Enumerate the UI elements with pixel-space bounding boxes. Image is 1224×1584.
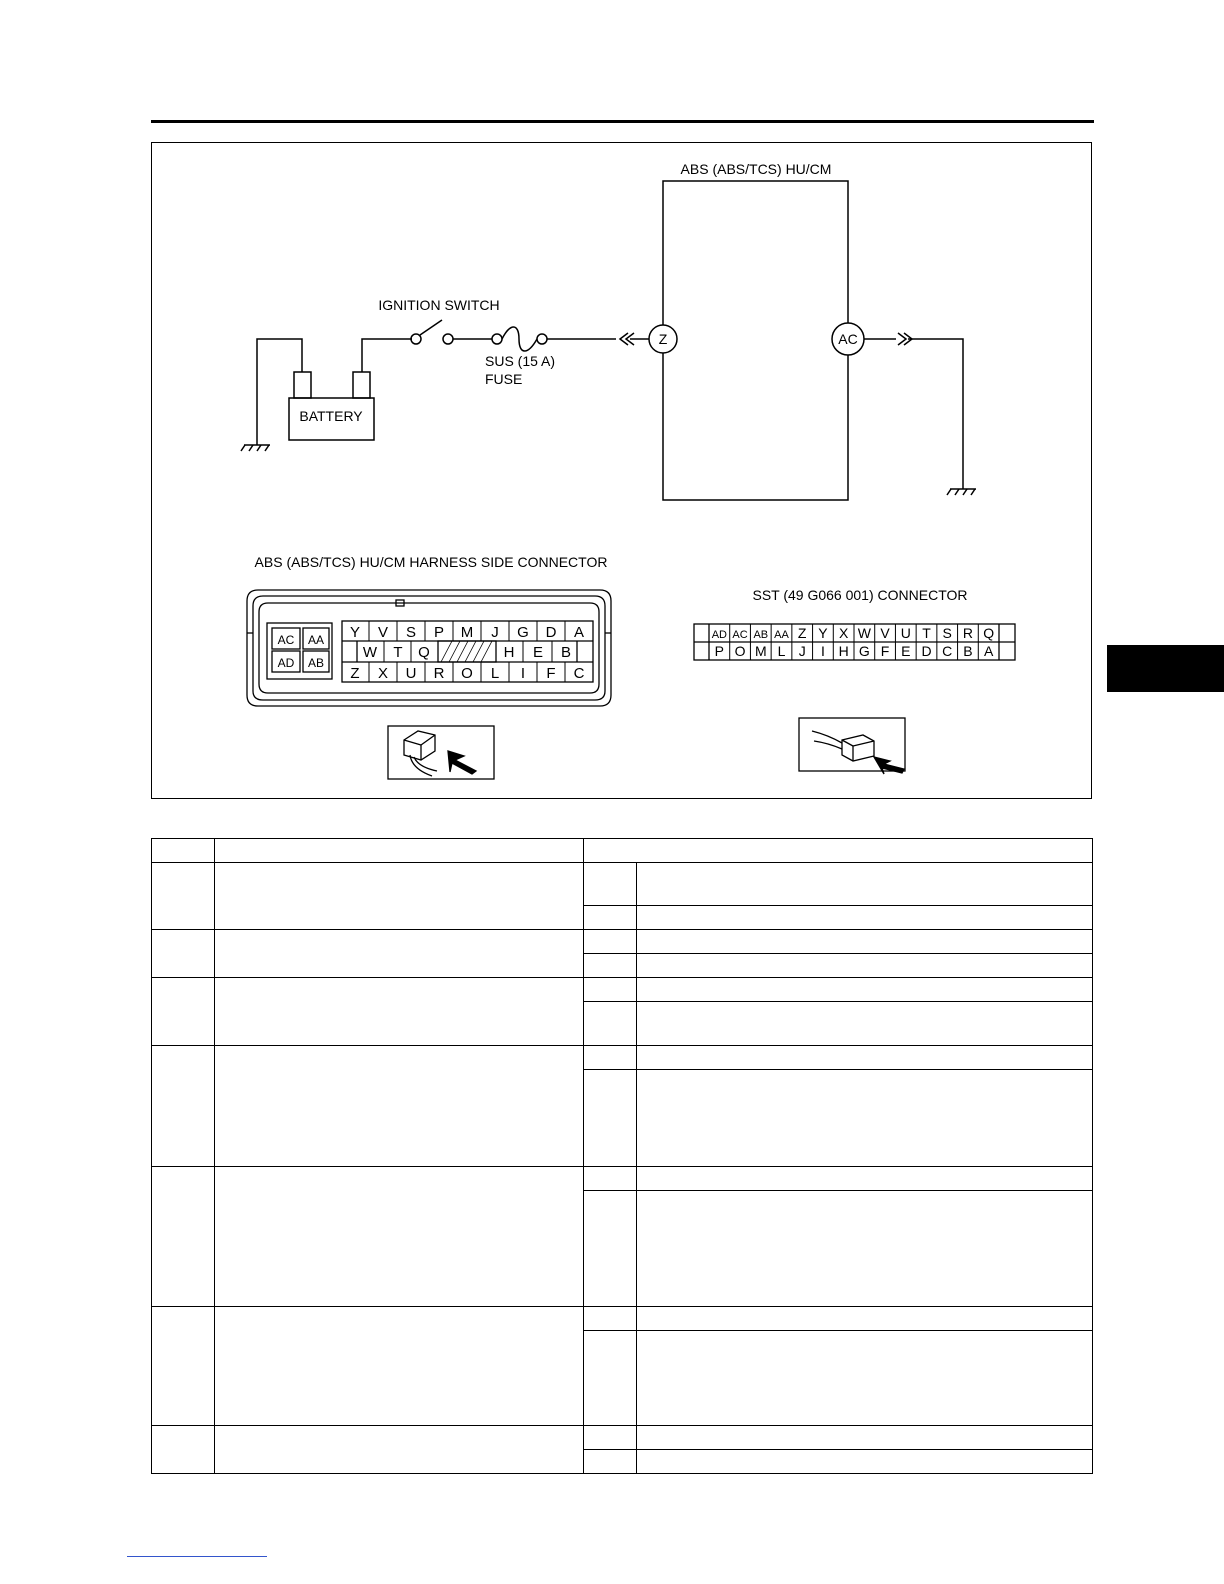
step-cell (152, 1166, 215, 1306)
result-cell (584, 863, 637, 906)
sst-pin-x: X (838, 625, 849, 641)
sst-pin-h: H (838, 643, 849, 659)
harness-pin-s: S (405, 624, 417, 641)
sst-pin-b: B (963, 643, 973, 659)
table-row (152, 1307, 1093, 1331)
inspection-header (215, 839, 584, 863)
harness-pin-g: G (517, 624, 529, 641)
table-row (152, 930, 1093, 954)
sst-pin-d: D (921, 643, 932, 659)
sst-pin-aa: AA (774, 629, 789, 641)
result-cell (584, 1331, 637, 1425)
step-cell (152, 930, 215, 978)
wiring-diagram (152, 143, 1093, 800)
table-row (152, 1166, 1093, 1190)
sst-pin-t: T (922, 625, 931, 641)
action-cell (637, 1307, 1093, 1331)
action-cell (637, 1331, 1093, 1425)
terminal-ac-label: AC (838, 331, 858, 347)
inspection-cell (215, 863, 584, 930)
sst-pin-y: Y (818, 625, 828, 641)
harness-pin-x: X (377, 665, 389, 682)
harness-pin-p: P (433, 624, 445, 641)
action-cell (637, 906, 1093, 930)
sst-pin-ad: AD (711, 629, 727, 641)
sst-pin-l: L (777, 643, 786, 659)
result-cell (584, 1449, 637, 1473)
diagnostic-steps-table (151, 838, 1093, 1474)
result-cell (584, 954, 637, 978)
sst-pin-i: I (820, 643, 825, 659)
sst-pin-z: Z (797, 625, 807, 641)
action-cell (637, 1166, 1093, 1190)
inspection-cell (215, 1166, 584, 1306)
sst-pin-c: C (942, 643, 953, 659)
table-row (152, 863, 1093, 906)
harness-pin-c: C (573, 665, 585, 682)
action-cell (637, 1002, 1093, 1045)
result-cell (584, 1045, 637, 1069)
harness-pin-a: A (573, 624, 585, 641)
step-cell (152, 1045, 215, 1166)
footer-link-underline (127, 1556, 267, 1557)
sst-pin-q: Q (983, 625, 995, 641)
result-cell (584, 978, 637, 1002)
harness-pin-w: W (362, 644, 378, 661)
result-cell (584, 1069, 637, 1166)
harness-pin-q: Q (418, 644, 430, 661)
header-rule (151, 120, 1094, 123)
sst-pin-ab: AB (753, 629, 769, 641)
sst-pin-r: R (962, 625, 973, 641)
harness-pin-y: Y (349, 624, 361, 641)
table-row (152, 1045, 1093, 1069)
fuse-label-line1: SUS (15 A) (485, 353, 556, 369)
fuse-label-line2: FUSE (485, 371, 523, 387)
result-cell (584, 1307, 637, 1331)
harness-pin-ad: AD (277, 656, 295, 670)
sst-pin-g: G (858, 643, 870, 659)
sst-pin-m: M (754, 643, 767, 659)
battery-label: BATTERY (299, 408, 363, 424)
sst-pin-p: P (714, 643, 725, 659)
harness-pin-ab: AB (307, 656, 325, 670)
harness-pin-z: Z (350, 665, 360, 682)
action-cell (637, 1045, 1093, 1069)
inspection-cell (215, 1307, 584, 1425)
sst-pin-o: O (734, 643, 746, 659)
harness-pin-m: M (460, 624, 474, 641)
section-tab (1107, 645, 1224, 692)
action-cell (637, 1449, 1093, 1473)
sst-pin-v: V (880, 625, 890, 641)
harness-pin-u: U (405, 665, 417, 682)
action-cell (637, 1190, 1093, 1306)
sst-pin-s: S (942, 625, 952, 641)
sst-view-direction-icon (799, 718, 905, 774)
harness-pin-ac: AC (277, 633, 295, 647)
sst-pin-e: E (901, 643, 911, 659)
harness-pin-b: B (560, 644, 572, 661)
sst-pin-w: W (857, 625, 871, 641)
harness-pin-e: E (532, 644, 544, 661)
result-cell (584, 930, 637, 954)
action-header (584, 839, 1093, 863)
harness-pin-f: F (546, 665, 556, 682)
step-cell (152, 978, 215, 1045)
table-row (152, 1425, 1093, 1449)
result-cell (584, 1002, 637, 1045)
ignition-switch-label: IGNITION SWITCH (378, 297, 500, 313)
harness-pin-l: L (490, 665, 500, 682)
result-cell (584, 1425, 637, 1449)
table-row (152, 978, 1093, 1002)
inspection-cell (215, 978, 584, 1045)
action-cell (637, 954, 1093, 978)
action-cell (637, 978, 1093, 1002)
sst-pin-j: J (798, 643, 806, 659)
sst-pin-ac: AC (732, 629, 748, 641)
harness-pin-i: I (520, 665, 526, 682)
step-cell (152, 863, 215, 930)
harness-view-direction-icon (388, 726, 494, 779)
step-cell (152, 1425, 215, 1473)
harness-pin-v: V (377, 624, 389, 641)
inspection-cell (215, 1045, 584, 1166)
action-cell (637, 930, 1093, 954)
terminal-z-label: Z (658, 331, 668, 347)
harness-pin-t: T (393, 644, 403, 661)
wiring-diagram-frame (151, 142, 1092, 799)
harness-pin-o: O (461, 665, 473, 682)
harness-pin-j: J (491, 624, 499, 641)
action-cell (637, 1425, 1093, 1449)
sst-pin-f: F (880, 643, 890, 659)
harness-pin-aa: AA (307, 633, 325, 647)
step-cell (152, 1307, 215, 1425)
inspection-cell (215, 1425, 584, 1473)
step-header (152, 839, 215, 863)
harness-blank-cavity-hatch (441, 641, 492, 662)
action-cell (637, 1069, 1093, 1166)
sst-connector-title: SST (49 G066 001) CONNECTOR (752, 587, 968, 603)
result-cell (584, 1190, 637, 1306)
sst-pin-a: A (983, 643, 994, 659)
result-cell (584, 1166, 637, 1190)
harness-pin-d: D (545, 624, 557, 641)
harness-connector-title: ABS (ABS/TCS) HU/CM HARNESS SIDE CONNECTOR (254, 554, 608, 570)
harness-pin-h: H (503, 644, 515, 661)
inspection-cell (215, 930, 584, 978)
action-cell (637, 863, 1093, 906)
sst-pin-u: U (900, 625, 911, 641)
harness-pin-r: R (433, 665, 445, 682)
result-cell (584, 906, 637, 930)
module-label: ABS (ABS/TCS) HU/CM (680, 161, 832, 177)
